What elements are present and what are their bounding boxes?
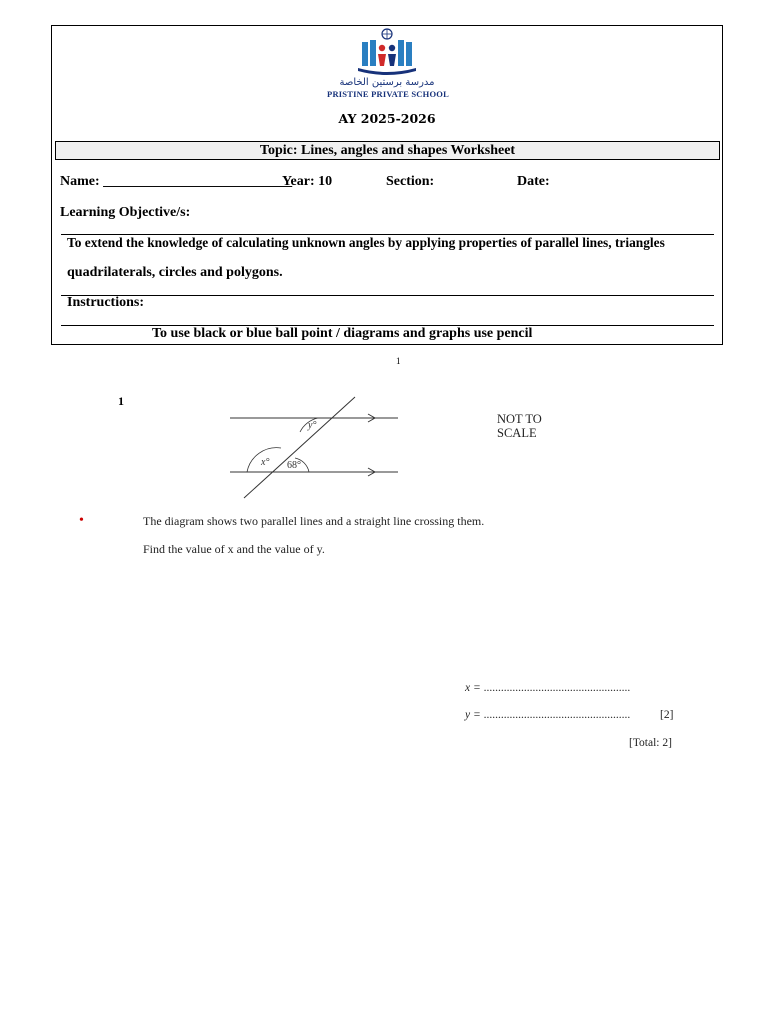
answer-y-dots: ................................................... (483, 709, 631, 721)
name-field: Name: ___________________________ (60, 174, 293, 189)
objective-line-1: To extend the knowledge of calculating unknown angles by applying properties of parallel lines, triangles (67, 235, 665, 250)
angle-x-label: x° (261, 457, 270, 468)
section-field: Section: (386, 174, 435, 189)
divider (61, 344, 714, 345)
divider (61, 295, 714, 296)
question-text-line-1: The diagram shows two parallel lines and a straight line crossing them. (143, 514, 485, 528)
answer-x-label: x = (465, 682, 481, 694)
objective-line-2: quadrilaterals, circles and polygons. (67, 265, 283, 280)
not-to-scale-line-1: NOT TO (497, 412, 542, 426)
stray-mark: 1 (396, 356, 401, 366)
instructions-label: Instructions: (67, 295, 145, 310)
marks: [2] (660, 709, 674, 721)
answer-y-label: y = (465, 709, 481, 721)
answer-x-row (465, 682, 630, 694)
parallel-lines-diagram (225, 393, 405, 503)
date-field: Date: (517, 174, 550, 189)
red-bullet: • (79, 513, 84, 528)
answer-x-dots: ................................................... (483, 682, 631, 694)
angle-68-label: 68° (287, 460, 301, 471)
total-marks: [Total: 2] (629, 737, 672, 749)
school-name-english: PRISTINE PRIVATE SCHOOL (327, 89, 449, 99)
academic-year: AY 2025-2026 (338, 111, 436, 126)
not-to-scale-line-2: SCALE (497, 426, 537, 440)
question-text-line-2: Find the value of x and the value of y. (143, 542, 325, 556)
instructions-text: To use black or blue ball point / diagrams and graphs use pencil (152, 326, 533, 341)
angle-y-label: y° (308, 420, 317, 431)
answer-y-row (465, 709, 630, 721)
not-to-scale-note (497, 412, 542, 440)
year-field: Year: 10 (282, 174, 333, 189)
school-name-arabic: مدرسة برستين الخاصة (339, 77, 435, 88)
question-number: 1 (118, 394, 124, 408)
learning-objective-label: Learning Objective/s: (60, 205, 191, 220)
worksheet-topic: Topic: Lines, angles and shapes Worksheet (55, 141, 720, 160)
